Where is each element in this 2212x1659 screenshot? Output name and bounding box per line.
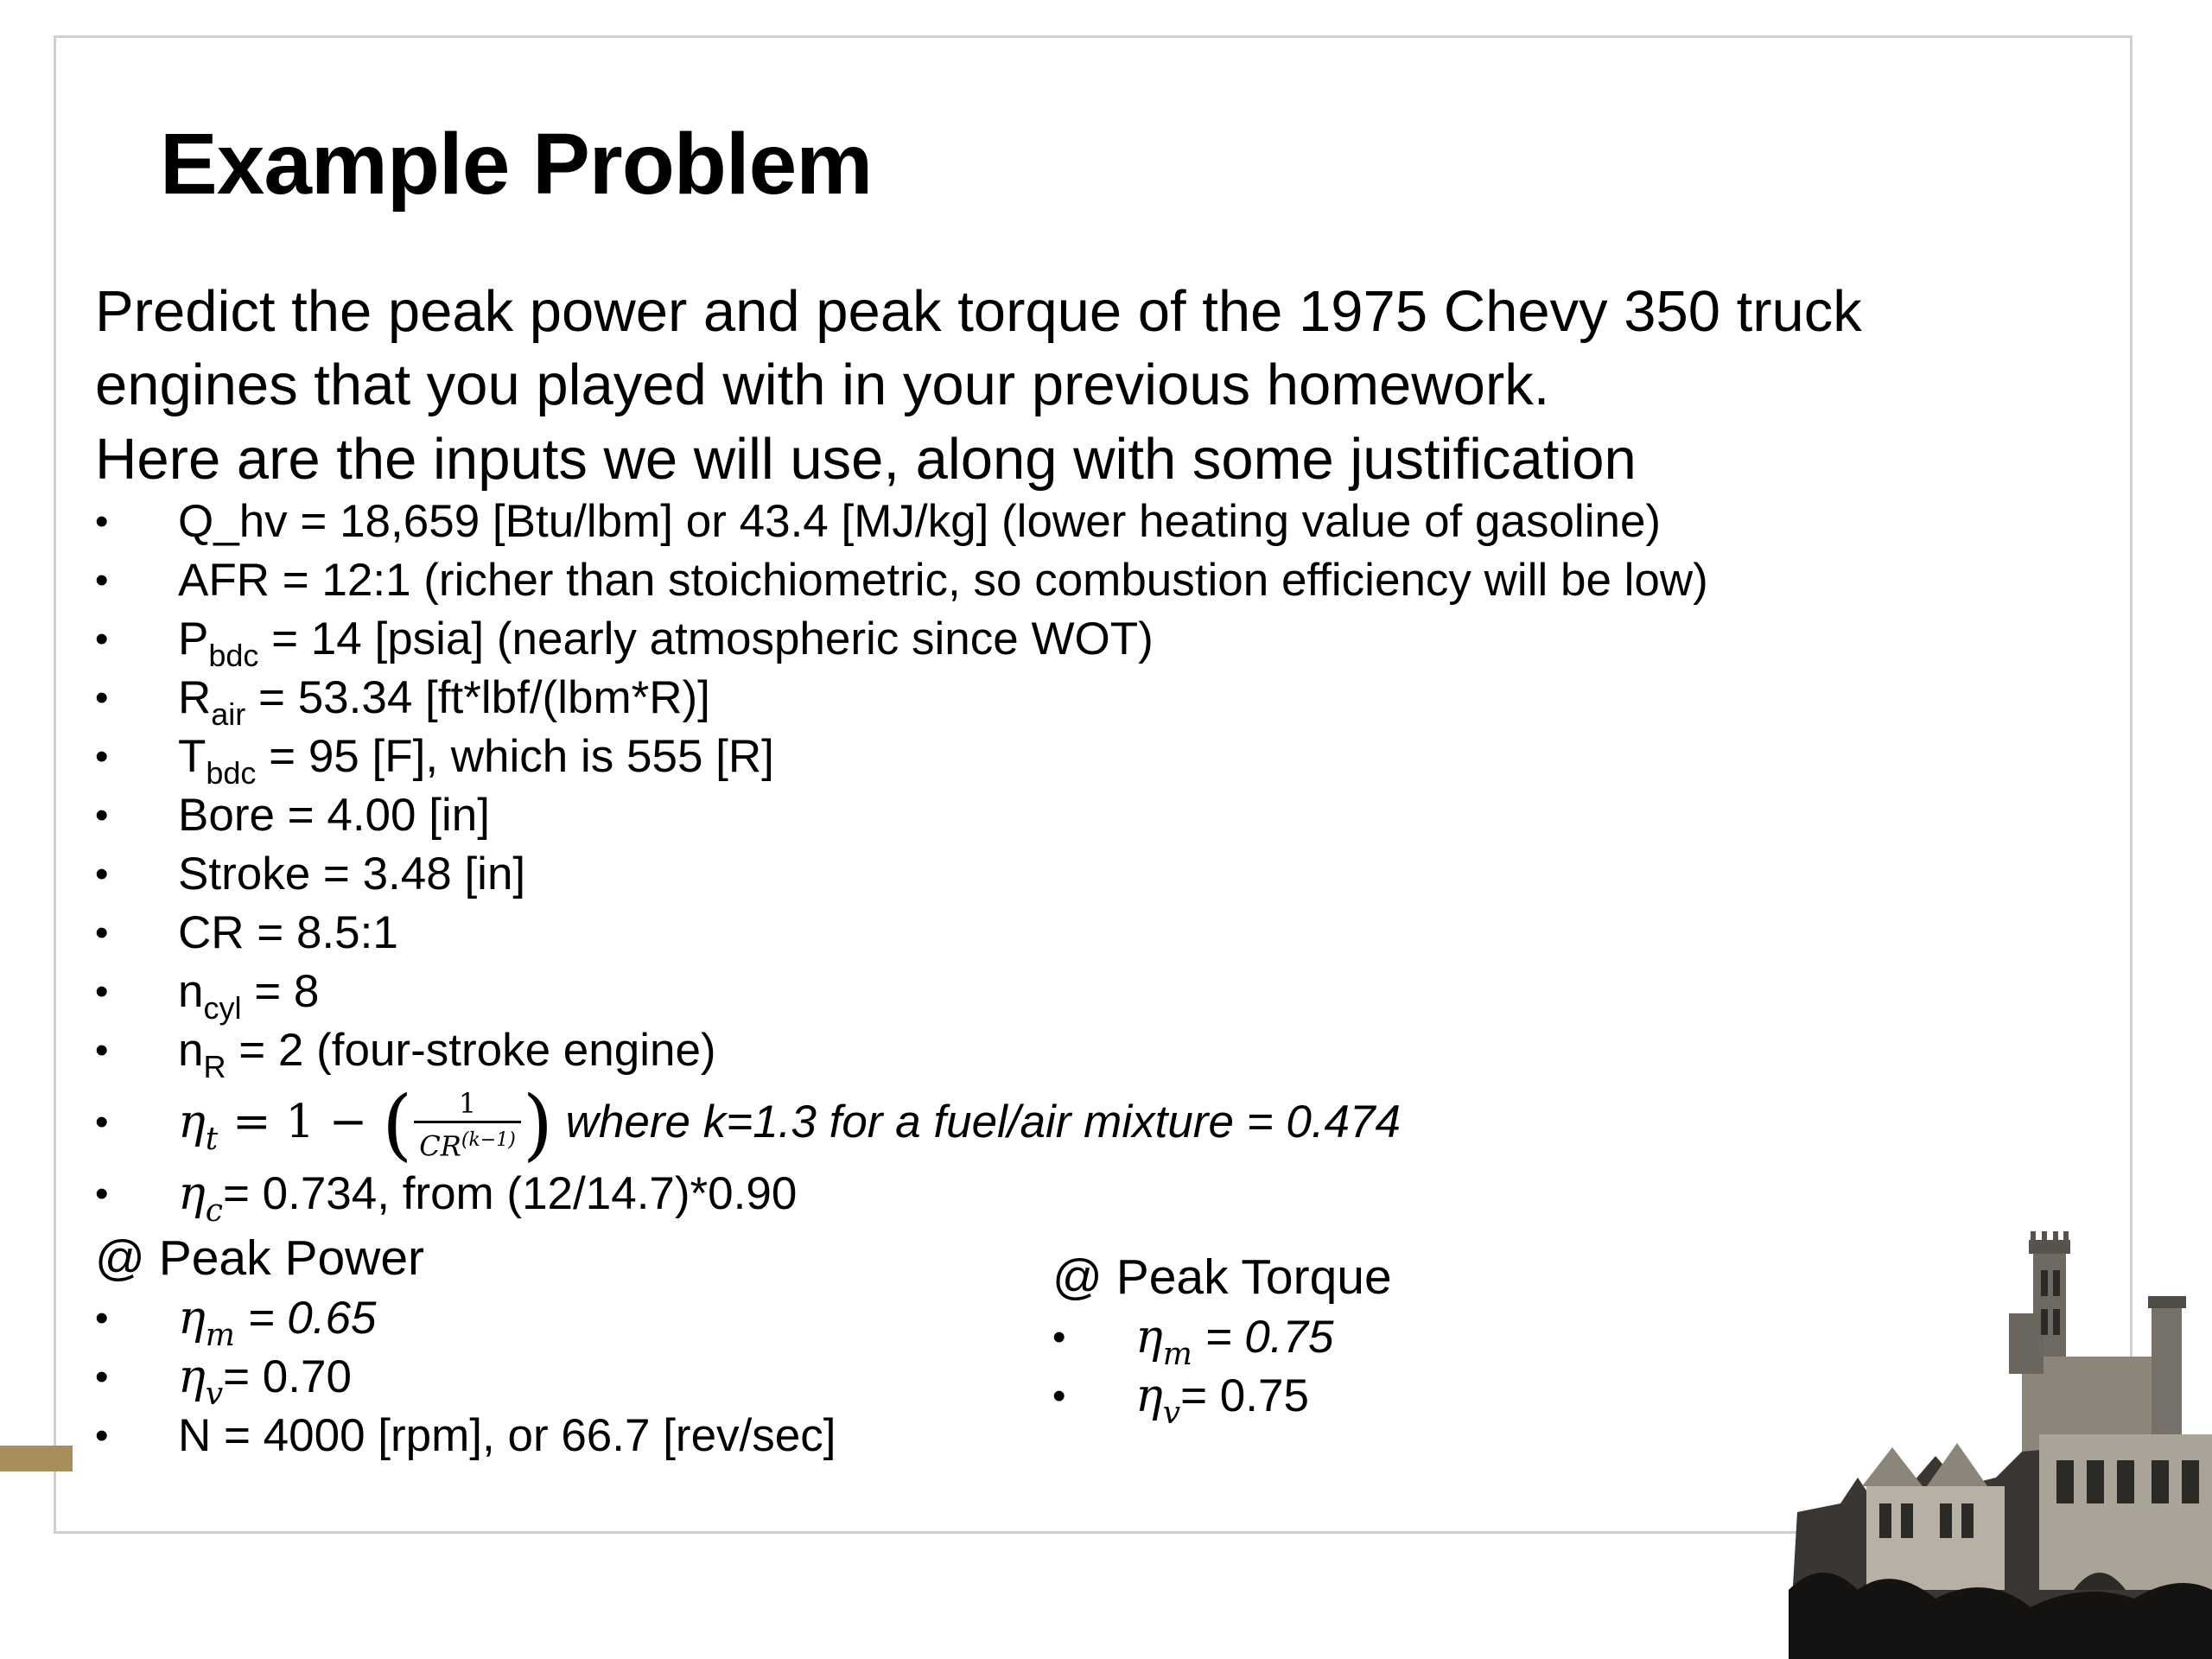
peak-torque-list — [1052, 1308, 1830, 1431]
list-item-n-cyl: • $n_{cyl} = 8$ — [95, 963, 2039, 1021]
bullet: • — [95, 677, 109, 719]
efficiency-fraction: $\frac{1}{CR^{(k-1)}}$ — [414, 1086, 521, 1164]
bullet: • — [95, 853, 109, 895]
slide-title: Example Problem — [160, 116, 873, 213]
list-item-bore: • Bore = 4.00 [in] — [95, 786, 2039, 845]
bullet: • — [95, 1029, 109, 1071]
list-item-stroke: • Stroke = 3.48 [in] — [95, 845, 2039, 904]
list-item-q-hv: • Q_hv = 18,659 [Btu/lbm] or 43.4 [MJ/kg] (lower heating value of gasoline) — [95, 493, 2039, 551]
bullet: • — [95, 970, 109, 1013]
bullet: • — [95, 794, 109, 836]
list-item-cr: • CR = 8.5:1 — [95, 904, 2039, 963]
intro-line-3: Here are the inputs we will use, along with some justification — [95, 427, 1637, 492]
bullet: • — [95, 1173, 109, 1215]
list-item-eta-t: • $\eta_t = 1$ − ( $\frac{1}{CR^{(k-1)}}$ ) where k=1.3 for a fuel/air mixture = 0.474 — [95, 1079, 1401, 1170]
bullet: • — [1052, 1316, 1066, 1358]
list-item-n-r: • $n_R = 2$ (four-stroke engine) — [95, 1021, 2039, 1080]
list-item-eta-c: • $\eta_c= 0.734$, from (12/14.7)*0.90 — [95, 1165, 2039, 1227]
bullet: • — [95, 559, 109, 601]
bullet: • — [95, 1101, 109, 1143]
list-item-power-eta-v: • $\eta_v= 0.70$ — [95, 1348, 1046, 1407]
bullet: • — [1052, 1375, 1066, 1417]
bullet: • — [95, 735, 109, 778]
bullet: • — [95, 912, 109, 954]
peak-torque-heading: @ Peak Torque — [1052, 1249, 1392, 1305]
intro-line-2: engines that you played with in your previous homework. — [95, 353, 1550, 417]
list-item-torque-eta-v: • $\eta_v= 0.75$ — [1052, 1367, 1830, 1426]
inputs-list — [95, 493, 2039, 1227]
bullet: • — [95, 1356, 109, 1398]
peak-power-list — [95, 1289, 1046, 1465]
campus-building-image — [1789, 1227, 2212, 1659]
list-item-power-eta-m: • $\eta_m = 0.65$ — [95, 1289, 1046, 1348]
bullet: • — [95, 1414, 109, 1457]
peak-power-heading: @ Peak Power — [95, 1230, 425, 1286]
intro-line-1: Predict the peak power and peak torque of the 1975 Chevy 350 truck — [95, 279, 1862, 344]
bullet: • — [95, 500, 109, 543]
list-item-power-n: • N = 4000 [rpm], or 66.7 [rev/sec] — [95, 1407, 1046, 1465]
list-item-p-bdc: • $P_{bdc} = 14$ [psia] (nearly atmospheric since WOT) — [95, 610, 2039, 669]
list-item-torque-eta-m: • $\eta_m = 0.75$ — [1052, 1308, 1830, 1367]
list-item-r-air: • $R_{air} = 53.34$ [ft*lbf/(lbm*R)] — [95, 669, 2039, 728]
bullet: • — [95, 618, 109, 660]
list-item-afr: • AFR = 12:1 (richer than stoichiometric, so combustion efficiency will be low) — [95, 551, 2039, 610]
gold-accent-tab — [0, 1446, 73, 1471]
list-item-t-bdc: • $T_{bdc} = 95$ [F], which is 555 [R] — [95, 728, 2039, 786]
bullet: • — [95, 1297, 109, 1339]
